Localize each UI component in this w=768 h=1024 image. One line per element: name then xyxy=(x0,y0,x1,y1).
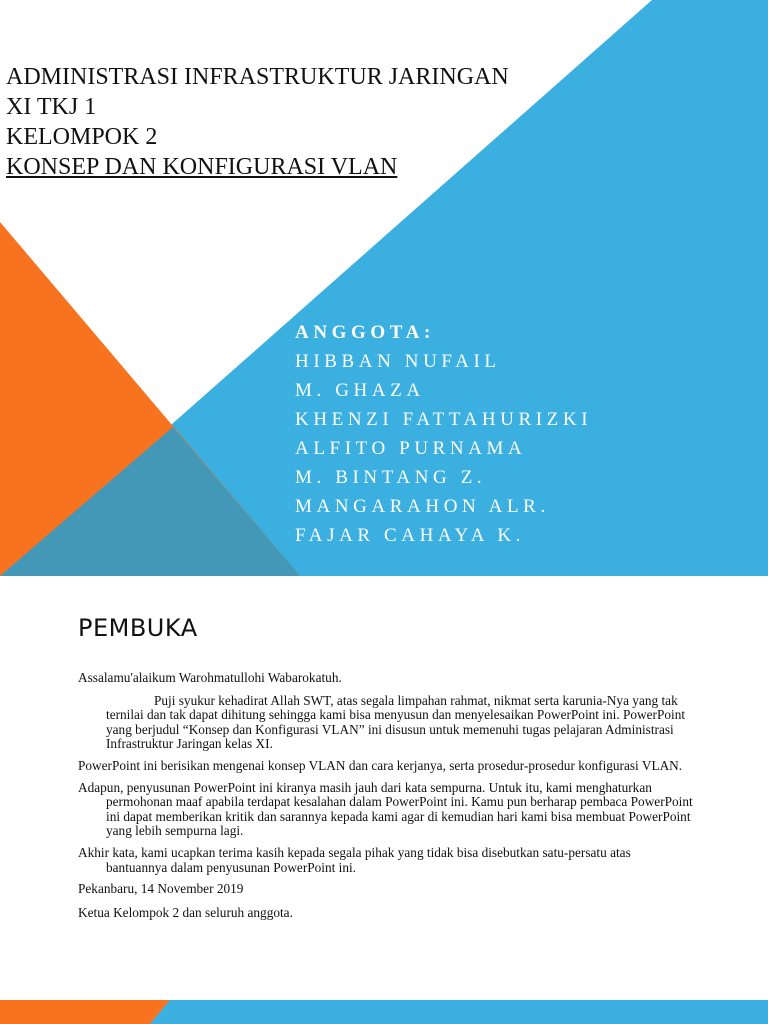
topic-title: KONSEP DAN KONFIGURASI VLAN xyxy=(6,154,398,180)
member-name: MANGARAHON ALR. xyxy=(295,496,550,517)
paragraph: Adapun, penyusunan PowerPoint ini kiranya masih jauh dari kata sempurna. Untuk itu, kami menghaturkan permohonan maaf apabila terdapat kesalahan dalam PowerPoint ini. Kamu pun berharap pembaca PowerPoint ini dapat memberikan kritik dan sarannya kepada kami agar di kemudian hari kami bisa membuat PowerPoint yang lebih sempurna lagi. xyxy=(78,779,693,839)
member-name: M. GHAZA xyxy=(295,380,425,401)
class-name: XI TKJ 1 xyxy=(6,94,97,120)
member-name: FAJAR CAHAYA K. xyxy=(295,525,526,546)
opening-slide xyxy=(0,576,768,1024)
closing-line: Ketua Kelompok 2 dan seluruh anggota. xyxy=(78,904,293,920)
members-label: ANGGOTA: xyxy=(295,322,435,343)
place-date: Pekanbaru, 14 November 2019 xyxy=(78,881,244,897)
paragraph: Akhir kata, kami ucapkan terima kasih kepada segala pihak yang tidak bisa disebutkan satu-persatu atas bantuannya dalam penyusunan PowerPoint ini. xyxy=(78,844,631,875)
footer-blue-band xyxy=(150,1000,768,1024)
group-name: KELOMPOK 2 xyxy=(6,124,158,150)
member-name: ALFITO PURNAMA xyxy=(295,438,527,459)
members-list xyxy=(295,318,592,550)
page-title: PEMBUKA xyxy=(78,614,198,642)
member-name: HIBBAN NUFAIL xyxy=(295,351,501,372)
member-name: M. BINTANG Z. xyxy=(295,467,487,488)
paragraph: PowerPoint ini berisikan mengenai konsep VLAN dan cara kerjanya, serta prosedur-prosedur konfigurasi VLAN. xyxy=(78,757,683,773)
course-title: ADMINISTRASI INFRASTRUKTUR JARINGAN xyxy=(6,64,509,90)
footer-orange-band xyxy=(0,1000,170,1024)
opening-text xyxy=(78,671,693,929)
member-name: KHENZI FATTAHURIZKI xyxy=(295,409,593,430)
greeting: Assalamu'alaikum Warohmatullohi Wabarokatuh. xyxy=(78,670,342,685)
paragraph: Puji syukur kehadirat Allah SWT, atas segala limpahan rahmat, nikmat serta karunia-Nya yang tak ternilai dan tak dapat dihitung sehingga kami bisa menyusun dan menyelesaikan PowerPoint ini. PowerPoint yang berjudul “Konsep dan Konfigurasi VLAN” ini disusun untuk memenuhi tugas pelajaran Administrasi Infrastruktur Jaringan kelas XI. xyxy=(106,692,686,752)
title-block xyxy=(6,62,509,182)
